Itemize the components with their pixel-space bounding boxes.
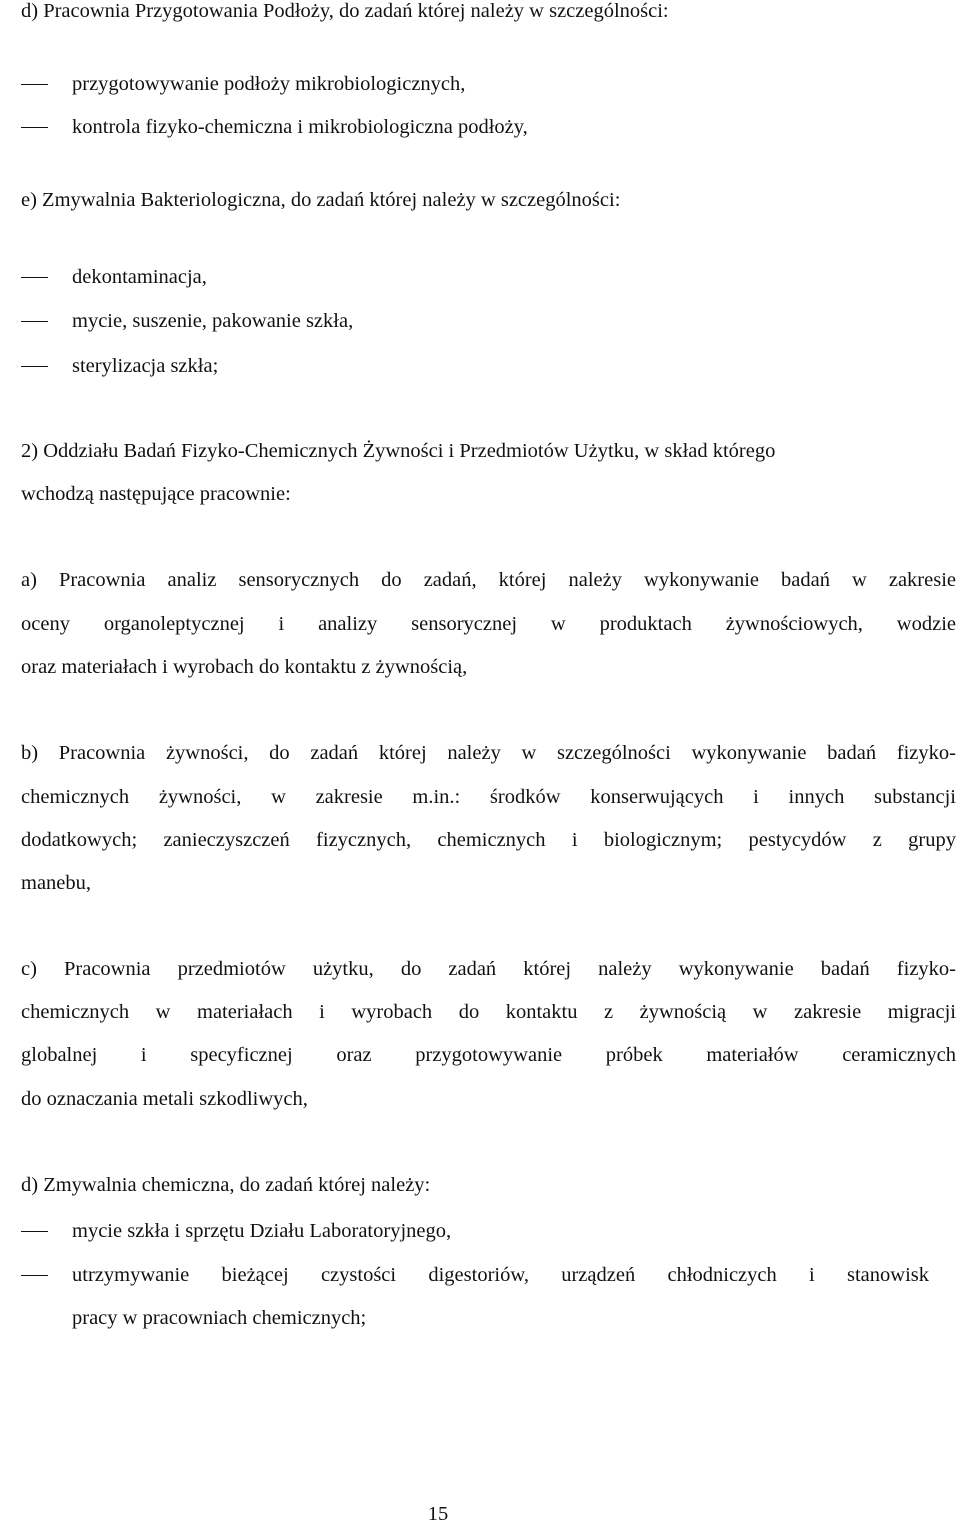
paragraph-b-line: b) Pracownia żywności, do zadań której należy w szczególności wykonywanie badań fizyko- — [21, 742, 956, 764]
paragraph-c-line: c) Pracownia przedmiotów użytku, do zadań której należy wykonywanie badań fizyko- — [21, 958, 956, 980]
list-item-text: mycie szkła i sprzętu Działu Laboratoryjnego, — [72, 1220, 452, 1242]
dash-bullet-icon — [21, 321, 48, 322]
dash-bullet-icon — [21, 366, 48, 367]
paragraph-c-line: chemicznych w materiałach i wyrobach do kontaktu z żywnością w zakresie migracji — [21, 1001, 956, 1023]
paragraph-c-line: do oznaczania metali szkodliwych, — [21, 1088, 308, 1110]
dash-bullet-icon — [21, 127, 48, 128]
list-item-text: kontrola fizyko-chemiczna i mikrobiologiczna podłoży, — [72, 116, 528, 138]
section-d-heading: d) Pracownia Przygotowania Podłoży, do zadań której należy w szczególności: — [21, 0, 669, 22]
department-heading-line: wchodzą następujące pracownie: — [21, 483, 291, 505]
page-number: 15 — [427, 1503, 449, 1525]
paragraph-a-line: oraz materiałach i wyrobach do kontaktu z żywnością, — [21, 656, 468, 678]
dash-bullet-icon — [21, 1231, 48, 1232]
paragraph-c-line: globalnej i specyficznej oraz przygotowywanie próbek materiałów ceramicznych — [21, 1044, 956, 1066]
dash-bullet-icon — [21, 277, 48, 278]
department-heading-line: 2) Oddziału Badań Fizyko-Chemicznych Żywności i Przedmiotów Użytku, w skład którego — [21, 440, 776, 462]
list-item-text: dekontaminacja, — [72, 266, 207, 288]
paragraph-a-line: oceny organoleptycznej i analizy sensorycznej w produktach żywnościowych, wodzie — [21, 613, 956, 635]
list-item-text: mycie, suszenie, pakowanie szkła, — [72, 310, 354, 332]
paragraph-a-line: a) Pracownia analiz sensorycznych do zadań, której należy wykonywanie badań w zakresie — [21, 569, 956, 591]
paragraph-b-line: dodatkowych; zanieczyszczeń fizycznych, chemicznych i biologicznym; pestycydów z grupy — [21, 829, 956, 851]
section-d2-heading: d) Zmywalnia chemiczna, do zadań której należy: — [21, 1174, 431, 1196]
list-item-continuation: pracy w pracowniach chemicznych; — [72, 1307, 367, 1329]
list-item-text: utrzymywanie bieżącej czystości digestoriów, urządzeń chłodniczych i stanowisk — [72, 1264, 929, 1286]
section-e-heading: e) Zmywalnia Bakteriologiczna, do zadań której należy w szczególności: — [21, 189, 621, 211]
dash-bullet-icon — [21, 84, 48, 85]
list-item-text: sterylizacja szkła; — [72, 355, 219, 377]
paragraph-b-line: chemicznych żywności, w zakresie m.in.: środków konserwujących i innych substancji — [21, 786, 956, 808]
paragraph-b-line: manebu, — [21, 872, 92, 894]
dash-bullet-icon — [21, 1275, 48, 1276]
list-item-text: przygotowywanie podłoży mikrobiologicznych, — [72, 73, 466, 95]
